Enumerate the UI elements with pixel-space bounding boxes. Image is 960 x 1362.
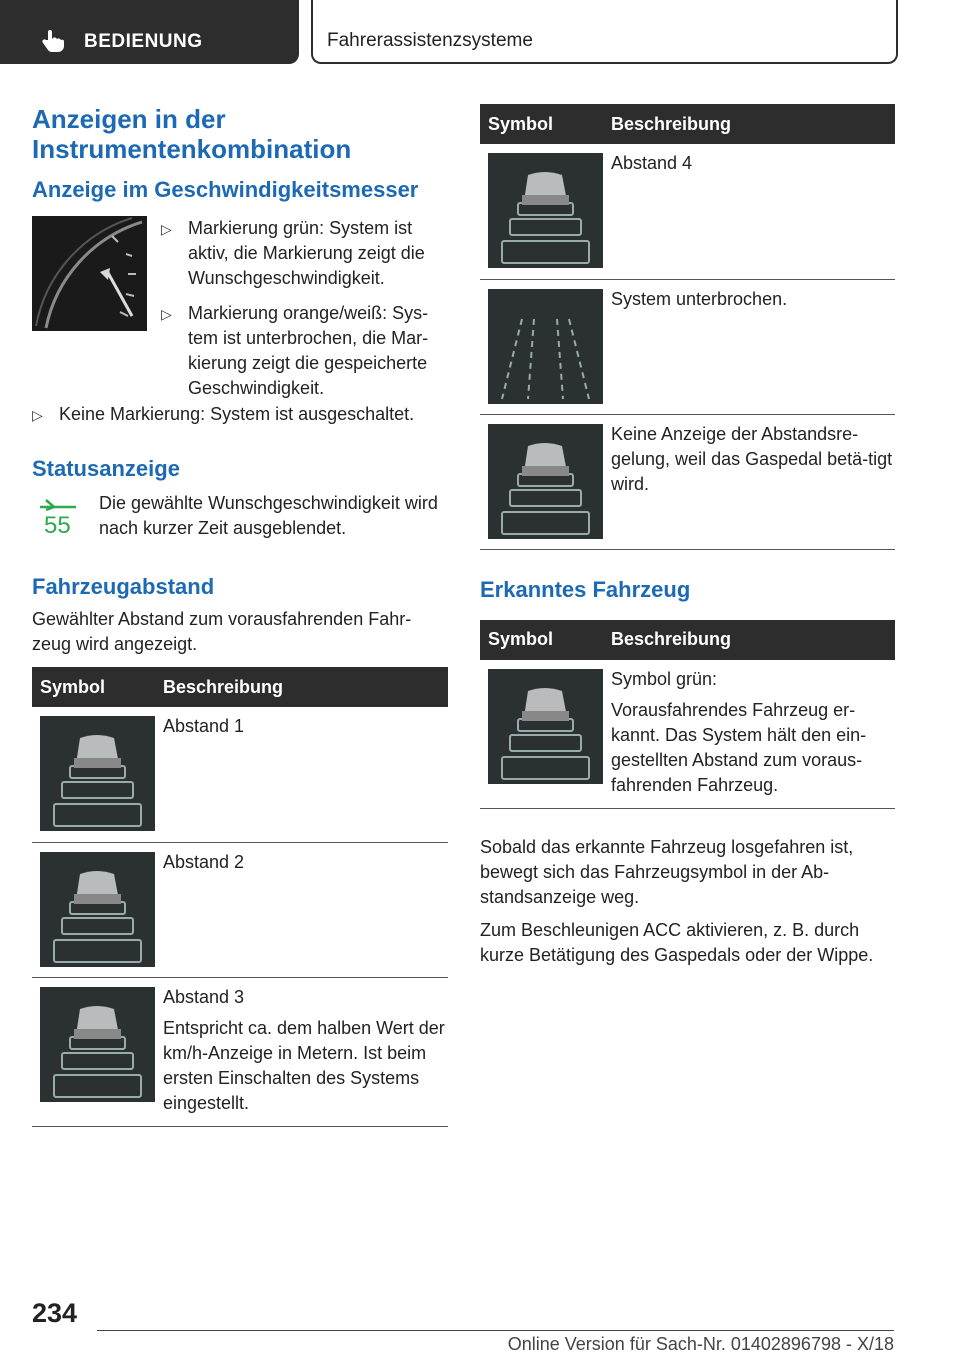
detected-vehicle-table: [480, 620, 895, 809]
right-column: [480, 104, 895, 968]
distance-intro: Gewählter Abstand zum vorausfahrenden Fahr-zeug wird angezeigt.: [32, 609, 412, 654]
section-tab-label: BEDIENUNG: [84, 31, 203, 52]
status-heading: Statusanzeige: [32, 456, 180, 481]
table-row: [480, 279, 895, 414]
detected-vehicle-heading: Erkanntes Fahrzeug: [480, 576, 691, 602]
distance-table-continued: [480, 104, 895, 550]
column-header-symbol: Symbol: [32, 667, 155, 707]
status-section: [32, 491, 448, 551]
table-row: [480, 660, 895, 809]
chapter-tab: [311, 0, 898, 64]
row-description: Keine Anzeige der Abstandsre-gelung, weil das Gaspedal betä-tigt wird.: [603, 414, 895, 549]
column-header-description: Beschreibung: [603, 620, 895, 660]
page-title: Anzeigen in der Instrumentenkombination: [32, 104, 352, 164]
list-item: ▷ Markierung grün: System ist aktiv, die Markierung zeigt die Wunschgeschwindigkeit.: [161, 218, 425, 288]
distance-3-image: [40, 987, 155, 1102]
speedo-bullets: [161, 216, 451, 411]
section-tab: [0, 0, 299, 64]
svg-text:55: 55: [44, 512, 71, 537]
row-description: Abstand 2: [155, 842, 448, 977]
paragraph: Zum Beschleunigen ACC aktivieren, z. B. durch kurze Betätigung des Gaspedals oder der Wippe.: [480, 919, 874, 965]
row-description: Symbol grün: Vorausfahrendes Fahrzeug er-kannt. Das System hält den ein-gestellten Abstand zum voraus-fahrenden Fahrzeug.: [603, 660, 895, 809]
triangle-bullet-icon: ▷: [32, 407, 43, 423]
row-description: Abstand 4: [603, 144, 895, 279]
left-column: [32, 104, 448, 1127]
gas-pedal-override-image: [488, 424, 603, 539]
column-header-symbol: Symbol: [480, 104, 603, 144]
no-marking-list: [32, 402, 448, 427]
triangle-bullet-icon: ▷: [161, 306, 172, 322]
online-version-link[interactable]: Online Version für Sach-Nr. 01402896798 - X/18: [507, 1334, 894, 1354]
page-number: 234: [32, 1298, 78, 1328]
table-row: [480, 414, 895, 549]
speedometer-image: [32, 216, 147, 331]
paragraph: Sobald das erkannte Fahrzeug losgefahren ist, bewegt sich das Fahrzeugsymbol in der Ab-standsanzeige weg.: [480, 836, 854, 907]
hand-pointer-icon: [40, 28, 66, 54]
table-row: [480, 144, 895, 279]
speedo-heading: Anzeige im Geschwindigkeitsmesser: [32, 177, 419, 202]
row-description: Abstand 1: [155, 707, 448, 842]
footer-divider: [97, 1330, 894, 1331]
list-item: ▷ Keine Markierung: System ist ausgeschaltet.: [32, 402, 448, 427]
distance-heading: Fahrzeugabstand: [32, 574, 215, 599]
column-header-symbol: Symbol: [480, 620, 603, 660]
speedo-section: [32, 216, 448, 416]
table-row: [32, 707, 448, 842]
column-header-description: Beschreibung: [603, 104, 895, 144]
list-item: ▷ Markierung orange/weiß: Sys-tem ist unterbrochen, die Mar-kierung zeigt die gespeicherte Geschwindigkeit.: [161, 303, 429, 398]
distance-4-image: [488, 153, 603, 268]
row-description: System unterbrochen.: [603, 279, 895, 414]
status-text: Die gewählte Wunschgeschwindigkeit wird nach kurzer Zeit ausgeblendet.: [99, 493, 438, 538]
table-row: [32, 842, 448, 977]
distance-2-image: [40, 852, 155, 967]
triangle-bullet-icon: ▷: [161, 221, 172, 237]
acc-speed-status-icon: [36, 497, 80, 537]
distance-1-image: [40, 716, 155, 831]
distance-table: [32, 667, 448, 1127]
chapter-tab-label: Fahrerassistenzsysteme: [327, 30, 533, 51]
system-interrupted-image: [488, 289, 603, 404]
vehicle-detected-image: [488, 669, 603, 784]
column-header-description: Beschreibung: [155, 667, 448, 707]
row-description: Abstand 3 Entspricht ca. dem halben Wert der km/h-Anzeige in Metern. Ist beim ersten Einschalten des Systems eingestellt.: [155, 977, 448, 1126]
table-row: [32, 977, 448, 1126]
